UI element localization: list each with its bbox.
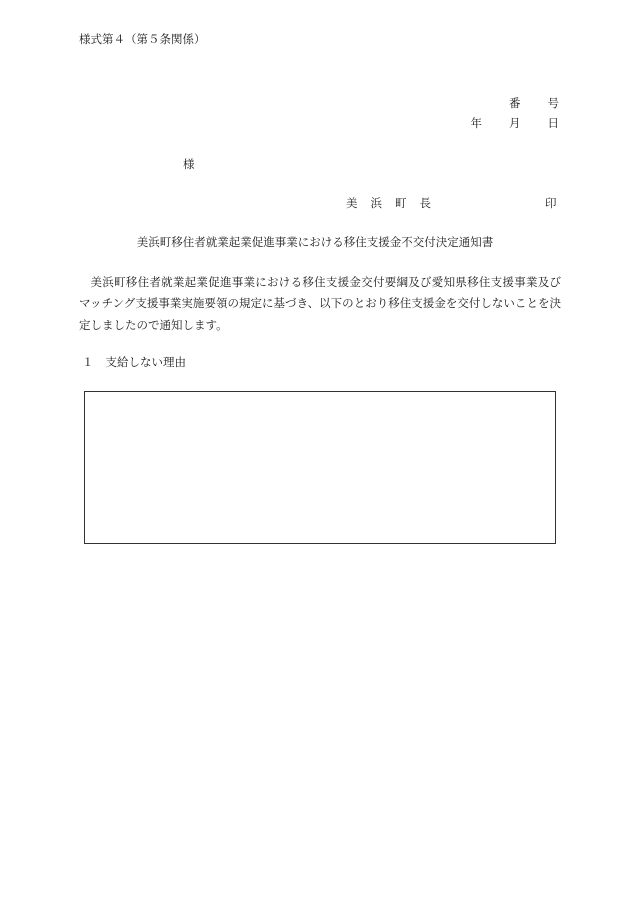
number-suffix: 号 bbox=[547, 96, 559, 110]
body-paragraph: 美浜町移住者就業起業促進事業における移住支援金交付要綱及び愛知県移住支援事業及びマッチング支援事業実施要領の規定に基づき、以下のとおり移住支援金を交付しないことを決定しましたので通知します。 bbox=[79, 275, 561, 332]
date-line bbox=[471, 115, 560, 131]
issuer-name bbox=[346, 195, 431, 211]
year-label: 年 bbox=[470, 116, 482, 130]
seal-mark: 印 bbox=[545, 196, 557, 210]
issuer-char-4: 長 bbox=[419, 196, 431, 210]
addressee-suffix: 様 bbox=[183, 157, 195, 171]
month-label: 月 bbox=[509, 116, 521, 130]
section-heading bbox=[82, 354, 186, 370]
document-title: 美浜町移住者就業起業促進事業における移住支援金不交付決定通知書 bbox=[136, 235, 494, 249]
number-label: 番 bbox=[509, 96, 521, 110]
section-number: １ bbox=[82, 355, 94, 369]
reason-entry-box[interactable] bbox=[84, 391, 556, 544]
issuer-char-3: 町 bbox=[395, 196, 407, 210]
form-number: 様式第４（第５条関係） bbox=[79, 32, 206, 46]
issuer-char-1: 美 bbox=[346, 196, 358, 210]
section-title: 支給しない理由 bbox=[105, 355, 186, 369]
document-number-line bbox=[509, 95, 559, 111]
day-label: 日 bbox=[547, 116, 559, 130]
issuer-char-2: 浜 bbox=[370, 196, 382, 210]
